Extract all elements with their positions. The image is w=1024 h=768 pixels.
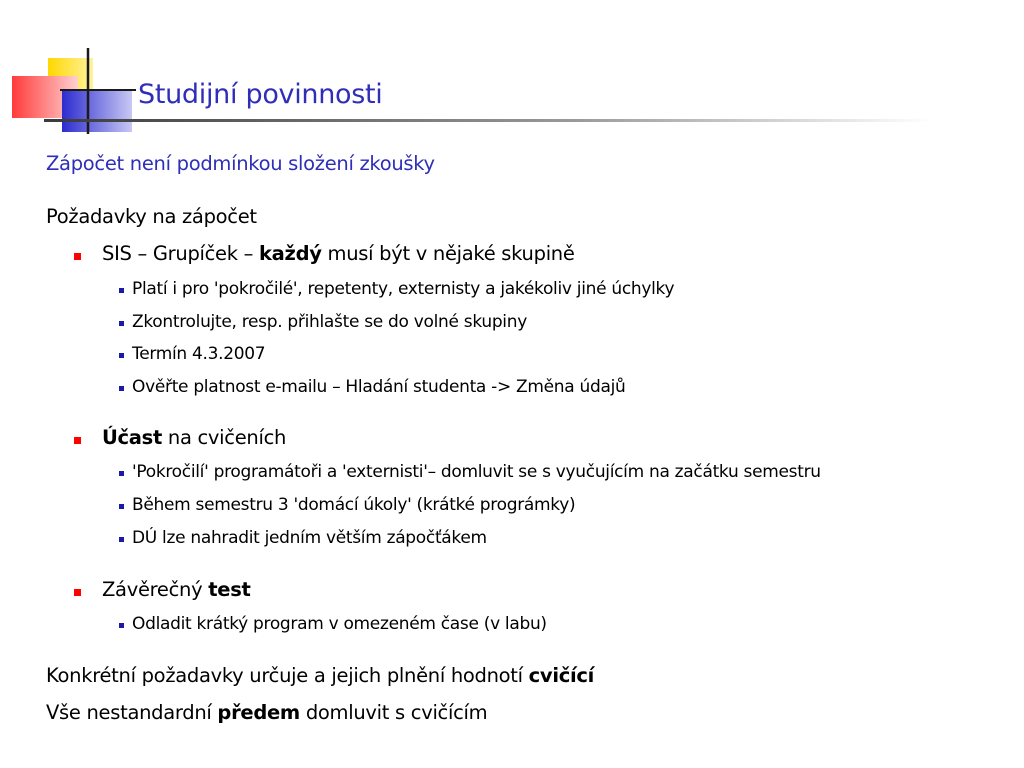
closing-line-1-emph: cvičící bbox=[528, 664, 595, 687]
group-bullet-suffix: musí být v nějaké skupině bbox=[321, 242, 575, 265]
group-item-3: Termín 4.3.2007 bbox=[132, 344, 266, 364]
bullet-square-blue bbox=[119, 504, 124, 509]
final-test-item-1: Odladit krátký program v omezeném čase (v labu) bbox=[132, 614, 547, 634]
bullet-square-blue bbox=[119, 288, 124, 293]
group-bullet-prefix: SIS – Grupíček – bbox=[102, 242, 259, 265]
attendance-item-3: DÚ lze nahradit jedním větším zápočťákem bbox=[132, 528, 487, 548]
attendance-item-1: 'Pokročilí' programátoři a 'externisti'– domluvit se s vyučujícím na začátku semestru bbox=[132, 462, 821, 482]
closing-line-2-suffix: domluvit s cvičícím bbox=[299, 701, 488, 724]
closing-line-2-emph: předem bbox=[217, 701, 300, 724]
group-bullet-emph: každý bbox=[259, 242, 322, 265]
attendance-bullet-suffix: na cvičeních bbox=[161, 426, 287, 449]
closing-line-1-prefix: Konkrétní požadavky určuje a jejich plnění hodnotí bbox=[46, 664, 529, 687]
group-item-2: Zkontrolujte, resp. přihlašte se do volné skupiny bbox=[132, 312, 527, 332]
slide-title: Studijní povinnosti bbox=[138, 79, 383, 110]
slide-subtitle: Zápočet není podmínkou složení zkoušky bbox=[46, 152, 435, 175]
bullet-square-blue bbox=[119, 321, 124, 326]
bullet-square-red bbox=[74, 589, 81, 596]
closing-line-2-prefix: Vše nestandardní bbox=[46, 701, 218, 724]
group-item-4: Ověřte platnost e-mailu – Hladání studenta -> Změna údajů bbox=[132, 377, 626, 397]
final-test-bullet bbox=[102, 577, 251, 603]
closing-line-1 bbox=[46, 663, 594, 689]
attendance-bullet-emph: Účast bbox=[102, 426, 162, 449]
bullet-square-blue bbox=[119, 471, 124, 476]
final-test-emph: test bbox=[208, 578, 251, 601]
bullet-square-blue bbox=[119, 537, 124, 542]
requirements-heading: Požadavky na zápočet bbox=[46, 205, 257, 228]
attendance-bullet bbox=[102, 425, 286, 451]
group-item-1: Platí i pro 'pokročilé', repetenty, externisty a jakékoliv jiné úchylky bbox=[132, 279, 675, 299]
attendance-item-2: Během semestru 3 'domácí úkoly' (krátké prográmky) bbox=[132, 495, 576, 515]
final-test-prefix: Závěrečný bbox=[102, 578, 209, 601]
bullet-square-red bbox=[74, 437, 81, 444]
logo-blue-square bbox=[62, 90, 132, 132]
closing-line-2 bbox=[46, 700, 487, 726]
bullet-square-blue bbox=[119, 386, 124, 391]
group-bullet bbox=[102, 241, 575, 267]
bullet-square-blue bbox=[119, 353, 124, 358]
title-underline bbox=[44, 119, 932, 122]
bullet-square-blue bbox=[119, 623, 124, 628]
bullet-square-red bbox=[74, 253, 81, 260]
